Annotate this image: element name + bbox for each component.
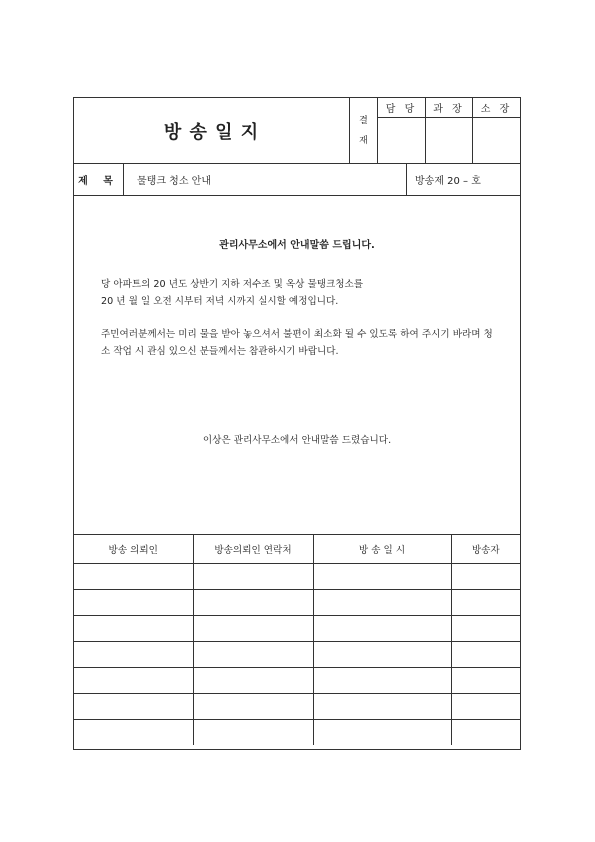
announcement-paragraph-1 <box>101 276 501 310</box>
table-cell[interactable] <box>74 616 193 642</box>
approval-box-director[interactable] <box>473 98 520 163</box>
table-row <box>74 590 520 616</box>
table-row <box>74 616 520 642</box>
table-cell[interactable] <box>74 642 193 668</box>
table-cell[interactable] <box>193 564 313 590</box>
table-cell[interactable] <box>313 694 451 720</box>
table-cell[interactable] <box>313 564 451 590</box>
subject-row <box>74 163 520 196</box>
table-cell[interactable] <box>313 720 451 746</box>
broadcast-number[interactable]: 방송제 20 – 호 <box>406 163 520 195</box>
approval-box-staff[interactable] <box>378 98 426 163</box>
table-cell[interactable] <box>451 642 520 668</box>
approval-label-jae: 재 <box>359 135 368 146</box>
table-cell[interactable] <box>74 720 193 746</box>
subject-label: 제 목 <box>74 163 124 195</box>
approval-label-gyeol: 결 <box>359 115 368 126</box>
table-cell[interactable] <box>451 720 520 746</box>
announcement-closing: 이상은 관리사무소에서 안내말씀 드렸습니다. <box>202 435 392 446</box>
approval-label <box>350 98 378 163</box>
table-row <box>74 642 520 668</box>
column-requester: 방송 의뢰인 <box>74 535 193 564</box>
table-cell[interactable] <box>74 564 193 590</box>
table-header-row <box>74 535 520 564</box>
table-cell[interactable] <box>313 616 451 642</box>
table-cell[interactable] <box>313 668 451 694</box>
page-title: 방 송 일 지 <box>74 98 350 163</box>
table-cell[interactable] <box>193 694 313 720</box>
approval-label-staff: 담 당 <box>378 98 425 118</box>
announcement-heading: 관리사무소에서 안내말씀 드립니다. <box>219 240 375 251</box>
table-cell[interactable] <box>74 694 193 720</box>
table-cell[interactable] <box>451 668 520 694</box>
paragraph-1-line-1: 당 아파트의 20 년도 상반기 지하 저수조 및 옥상 물탱크청소를 <box>101 279 364 290</box>
table-cell[interactable] <box>313 642 451 668</box>
table-cell[interactable] <box>451 616 520 642</box>
table-cell[interactable] <box>313 590 451 616</box>
table-cell[interactable] <box>74 590 193 616</box>
table-row <box>74 694 520 720</box>
approval-label-director: 소 장 <box>473 98 520 118</box>
approval-box-manager[interactable] <box>426 98 473 163</box>
announcement-paragraph-2: 주민여러분께서는 미리 물을 받아 놓으셔서 불편이 최소화 될 수 있도록 하여 주시기 바라며 청소 작업 시 관심 있으신 분들께서는 참관하시기 바랍니다. <box>101 329 493 357</box>
broadcast-log-table <box>74 535 520 745</box>
table-row <box>74 720 520 746</box>
form-header <box>74 98 520 164</box>
table-cell[interactable] <box>193 616 313 642</box>
column-broadcaster: 방송자 <box>451 535 520 564</box>
table-cell[interactable] <box>451 590 520 616</box>
subject-value[interactable]: 물탱크 청소 안내 <box>137 175 211 187</box>
table-row <box>74 668 520 694</box>
table-cell[interactable] <box>74 668 193 694</box>
column-broadcast-datetime: 방 송 일 시 <box>313 535 451 564</box>
table-cell[interactable] <box>193 668 313 694</box>
announcement-body <box>74 196 520 535</box>
table-cell[interactable] <box>193 590 313 616</box>
paragraph-1-line-2: 20 년 월 일 오전 시부터 저녁 시까지 실시할 예정입니다. <box>101 296 339 307</box>
table-cell[interactable] <box>193 720 313 746</box>
table-cell[interactable] <box>451 694 520 720</box>
approval-label-manager: 과 장 <box>426 98 472 118</box>
broadcast-log-form <box>73 97 521 750</box>
column-requester-contact: 방송의뢰인 연락처 <box>193 535 313 564</box>
table-cell[interactable] <box>193 642 313 668</box>
table-cell[interactable] <box>451 564 520 590</box>
table-row <box>74 564 520 590</box>
